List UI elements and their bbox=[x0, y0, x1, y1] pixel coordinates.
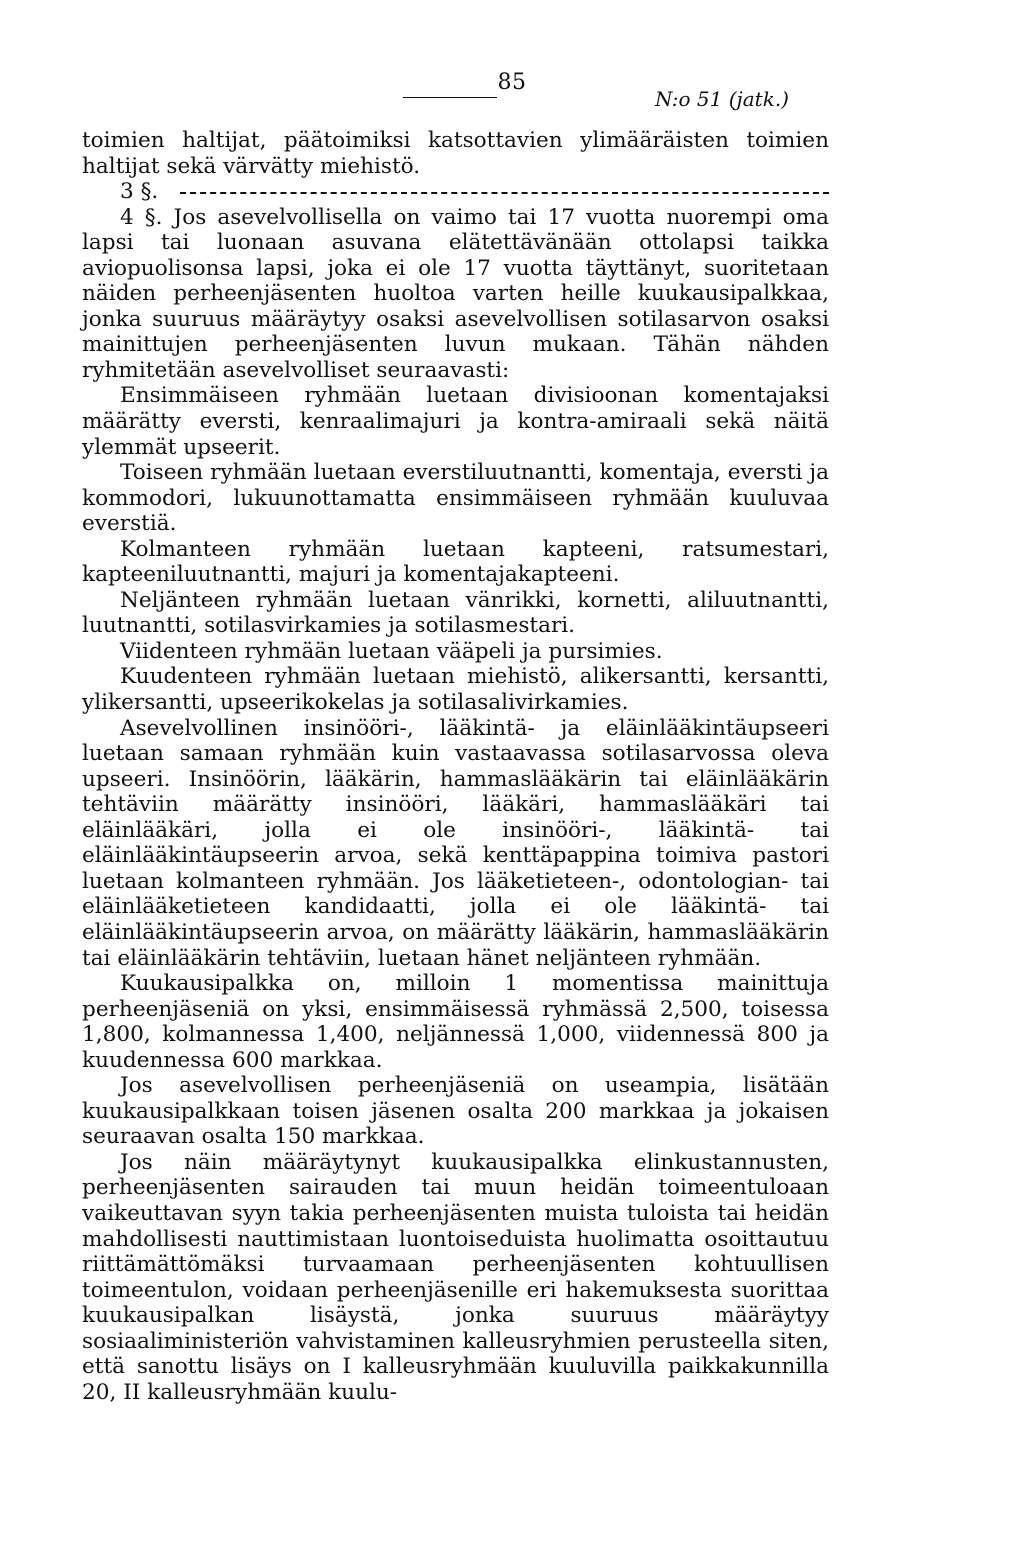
section-4-paragraph-4: Kolmanteen ryhmään luetaan kapteeni, ratsumestari, kapteeniluutnantti, majuri ja komentajakapteeni. bbox=[82, 536, 829, 588]
section-4-paragraph-11: Jos näin määräytynyt kuukausipalkka elinkustannusten, perheenjäsenten sairauden tai muun heidän toimeentuloaan vaikeuttavan syyn takia perheenjäsenten muista tuloista tai heidän mahdollisesti nauttimistaan luontoiseduista huolimatta osoittautuu riittämättömäksi turvaamaan perheenjäsenten kohtuullisen toimeentulon, voidaan perheenjäsenille eri hakemuksesta suorittaa kuukausipalkan lisäystä, jonka suuruus määräytyy sosiaaliministeriön vahvistaminen kalleusryhmien perusteella siten, että sanottu lisäys on I kalleusryhmään kuuluvilla paikkakunnilla 20, II kalleusryhmään kuulu- bbox=[82, 1149, 829, 1405]
section-4-paragraph-2: Ensimmäiseen ryhmään luetaan divisioonan komentajaksi määrätty eversti, kenraalimajuri ja kontra-amiraali sekä näitä ylemmät upseerit. bbox=[82, 383, 829, 460]
page-number: 85 bbox=[497, 70, 527, 95]
section-4-paragraph-1 bbox=[82, 205, 829, 384]
section-4-paragraph-5: Neljänteen ryhmään luetaan vänrikki, kornetti, aliluutnantti, luutnantti, sotilasvirkamies ja sotilasmestari. bbox=[82, 587, 829, 639]
section-4-text-1: Jos asevelvollisella on vaimo tai 17 vuotta nuorempi oma lapsi tai luonaan asuvana elätettävänään ottolapsi taikka aviopuolisonsa lapsi, joka ei ole 17 vuotta täyttänyt, suoritetaan näiden perheenjäsenten huoltoa varten heille kuukausipalkkaa, jonka suuruus määräytyy osaksi asevelvollisen sotilasarvon osaksi mainittujen perheenjäsenten luvun mukaan. Tähän nähden ryhmitetään asevelvolliset seuraavasti: bbox=[82, 204, 830, 383]
section-4-paragraph-3: Toiseen ryhmään luetaan everstiluutnantti, komentaja, eversti ja kommodori, lukuunottamatta ensimmäiseen ryhmään kuuluvaa everstiä. bbox=[82, 460, 829, 537]
body-text bbox=[82, 128, 829, 1405]
section-4-paragraph-8: Asevelvollinen insinööri-, lääkintä- ja eläinlääkintäupseeri luetaan samaan ryhmään kuin vastaavassa sotilasarvossa oleva upseeri. Insinöörin, lääkärin, hammaslääkärin tai eläinlääkärin tehtäviin määrätty insinööri, lääkäri, hammaslääkäri tai eläinlääkäri, jolla ei ole insinööri-, lääkintä- tai eläinlääkintäupseerin arvoa, sekä kenttäpappina toimiva pastori luetaan kolmanteen ryhmään. Jos lääketieteen-, odontologian- tai eläinlääketieteen kandidaatti, jolla ei ole lääkintä- tai eläinlääkintäupseerin arvoa, on määrätty lääkärin, hammaslääkärin tai eläinlääkärin tehtäviin, luetaan hänet neljänteen ryhmään. bbox=[82, 715, 829, 971]
section-4-paragraph-6: Viidenteen ryhmään luetaan vääpeli ja pursimies. bbox=[120, 638, 663, 664]
section-4-label: 4 §. bbox=[120, 204, 163, 230]
page-number-rule bbox=[403, 97, 497, 98]
section-4-paragraph-10: Jos asevelvollisen perheenjäseniä on useampia, lisätään kuukausipalkkaan toisen jäsenen osalta 200 markkaa ja jokaisen seuraavan osalta 150 markkaa. bbox=[82, 1073, 829, 1150]
section-3 bbox=[82, 179, 829, 205]
omitted-section-dash-line bbox=[180, 192, 829, 194]
section-3-label: 3 §. bbox=[120, 179, 159, 205]
section-4-paragraph-9: Kuukausipalkka on, milloin 1 momentissa mainittuja perheenjäseniä on yksi, ensimmäisessä ryhmässä 2,500, toisessa 1,800, kolmannessa 1,400, neljännessä 1,000, viidennessä 800 ja kuudennessa 600 markkaa. bbox=[82, 971, 829, 1073]
section-4-paragraph-7: Kuudenteen ryhmään luetaan miehistö, alikersantti, kersantti, ylikersantti, upseerikokelas ja sotilasalivirkamies. bbox=[82, 664, 829, 716]
intro-paragraph: toimien haltijat, päätoimiksi katsottavien ylimääräisten toimien haltijat sekä värvätty miehistö. bbox=[82, 128, 829, 179]
running-head: N:o 51 (jatk.) bbox=[655, 87, 789, 111]
